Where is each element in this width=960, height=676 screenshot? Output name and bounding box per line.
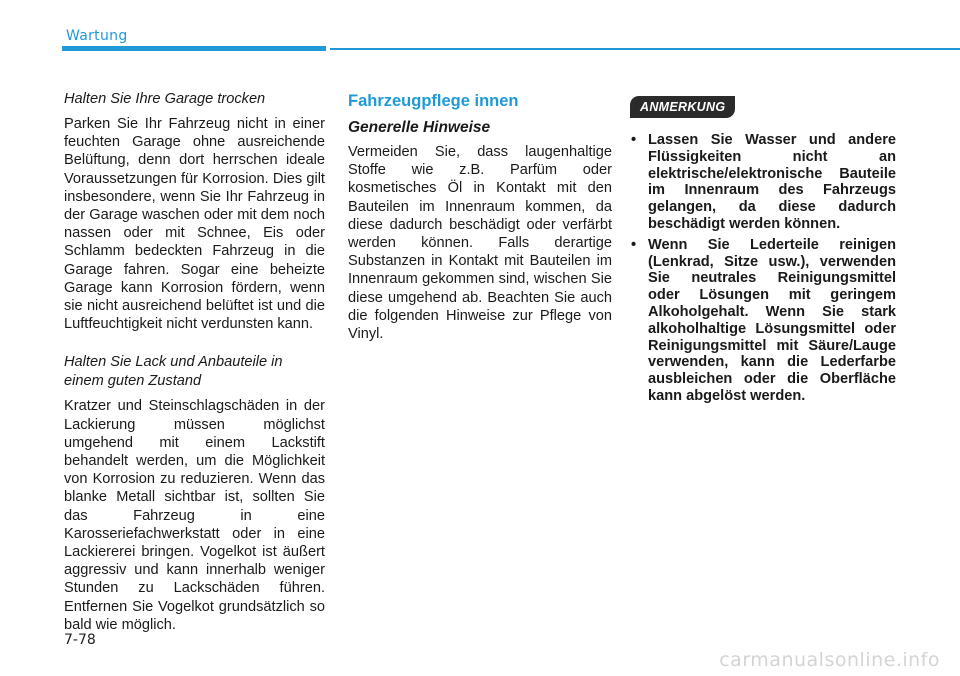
bullet-icon: • <box>631 132 637 148</box>
garage-heading: Halten Sie Ihre Garage trocken <box>64 91 266 107</box>
general-notes-subtitle: Generelle Hinweise <box>348 119 491 136</box>
note-item-1 <box>630 132 896 233</box>
section-title: Wartung <box>66 28 128 44</box>
paint-block <box>64 353 325 634</box>
garage-text: Parken Sie Ihr Fahrzeug nicht in einer feuchten Garage ohne ausreichende Belüftung, denn dort herrschen ideale Voraussetzungen für Korrosion. Dies gilt insbesondere, wenn Sie Ihr Fahrzeug in der Garage waschen oder mit dem noch nassen oder mit Schnee, Eis oder Schlamm bedeckten Fahrzeug in die Garage fahren. Sogar eine beheizte Garage kann Korrosion fördern, wenn sie nicht ausreichend belüftet ist und die Luftfeuchtigkeit nicht verdunsten kann. <box>64 116 325 333</box>
bullet-icon: • <box>631 236 637 253</box>
column-3 <box>630 96 896 409</box>
interior-care-title: Fahrzeugpflege innen <box>348 92 519 110</box>
column-1 <box>64 90 325 634</box>
paint-text: Kratzer und Steinschlagschäden in der Lackierung müssen möglichst umgehend mit einem Lackstift behandelt werden, um die Möglichkeit von Korrosion zu reduzieren. Wenn das blanke Metall sichtbar ist, sollten Sie das Fahrzeug in eine Karosseriefachwerkstatt oder in eine Lackiererei bringen. Vogelkot ist äußert aggressiv und kann innerhalb weniger Stunden zu Lackschäden führen. Entfernen Sie Vogelkot grundsätzlich so bald wie möglich. <box>64 398 325 633</box>
watermark: carmanualsonline.info <box>719 649 940 671</box>
header-rule-thin <box>330 48 960 50</box>
interior-care-text: Vermeiden Sie, dass laugenhaltige Stoffe wie z.B. Parfüm oder kosmetisches Öl in Kontakt mit den Bauteilen im Innenraum kommen, da diese dadurch beschädigt oder verfärbt werden können. Falls derartige Substanzen in Kontakt mit Bauteilen im Innenraum gekommen sind, wischen Sie diese umgehend ab. Beachten Sie auch die folgenden Hinweise zur Pflege von Vinyl. <box>348 144 612 343</box>
note-list <box>630 132 896 405</box>
note-item-2 <box>630 237 896 405</box>
note-item-text: Lassen Sie Wasser und andere Flüssigkeiten nicht an elektrische/elektronische Bauteile im Innenraum des Fahrzeugs gelangen, da diese dadurch beschädigt werden können. <box>648 132 896 232</box>
paint-heading: Halten Sie Lack und Anbauteile in einem guten Zustand <box>64 354 283 390</box>
page-number: 7-78 <box>64 632 96 648</box>
column-2 <box>348 92 612 343</box>
garage-block <box>64 90 325 333</box>
header-rule-thick <box>62 46 326 51</box>
note-badge: ANMERKUNG <box>630 96 735 118</box>
note-item-text: Wenn Sie Lederteile reinigen (Lenkrad, Sitze usw.), verwenden Sie neutrales Reinigungsmittel oder Lösungen mit geringem Alkoholgehalt. Wenn Sie stark alkoholhaltige Lösungsmittel oder Reinigungsmittel mit Säure/Lauge verwenden, kann die Lederfarbe ausbleichen oder die Oberfläche kann abgelöst werden. <box>648 236 896 404</box>
